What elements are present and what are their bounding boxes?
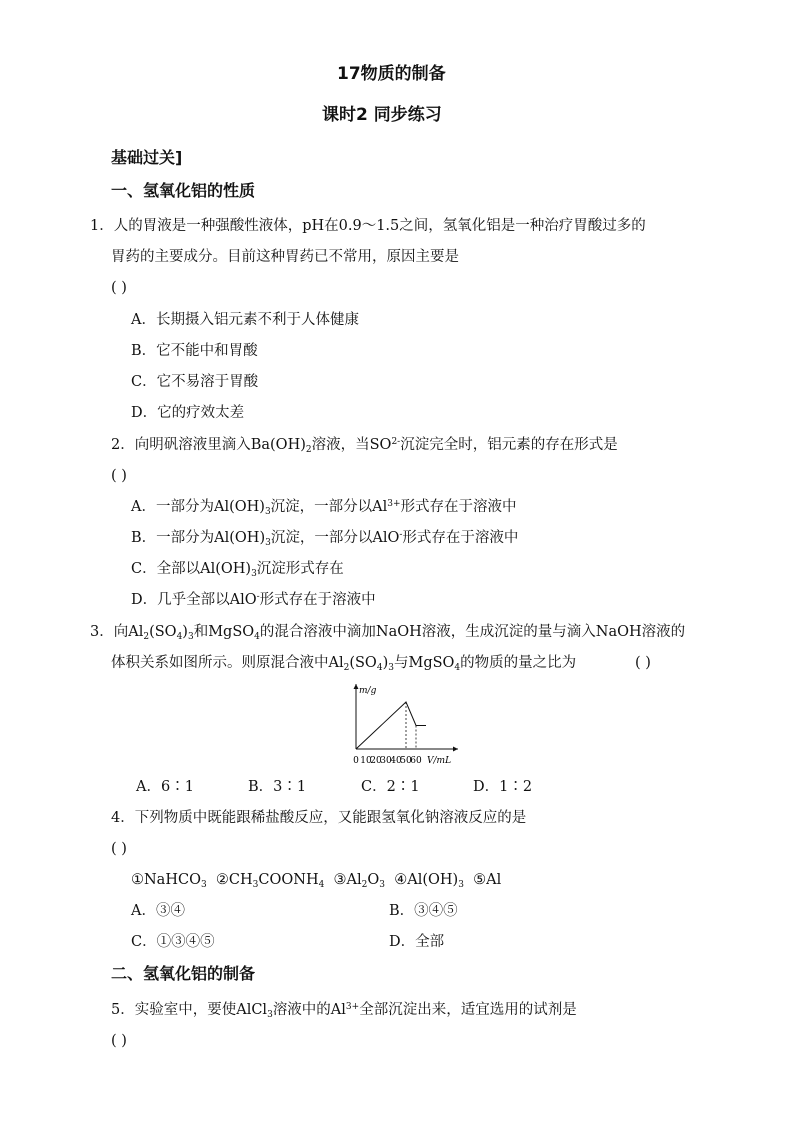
page-subtitle: 课时2 同步练习 [322, 105, 442, 125]
q4-option-c: C．①③④⑤ [131, 934, 215, 950]
q1-option-c: C．它不易溶于胃酸 [131, 374, 259, 390]
x-axis-arrow [453, 747, 458, 752]
q4-paren: ( ) [111, 841, 127, 857]
q2-option-b: B．一部分为$Al(OH)_3$沉淀，一部分以AlO-形式存在于溶液中 [131, 530, 519, 548]
section-heading-1: 一、氢氧化铝的性质 [111, 181, 256, 200]
q4-line1: 4．下列物质中既能跟稀盐酸反应，又能跟氢氧化钠溶液反应的是 [111, 810, 527, 826]
q2-option-d: D．几乎全部以AlO-形式存在于溶液中 [131, 592, 376, 608]
basic-label: 基础过关] [111, 148, 183, 167]
y-axis-label: m/g [359, 686, 377, 696]
q4-option-a: A．③④ [131, 903, 185, 919]
x-tick-label: 30 [380, 756, 392, 766]
q1-paren: ( ) [111, 280, 127, 296]
x-tick-label: 40 [390, 756, 402, 766]
q4-option-b: B．③④⑤ [389, 903, 458, 919]
q1-line2: 胃药的主要成分。目前这种胃药已不常用，原因主要是 [111, 249, 459, 265]
q1-option-b: B．它不能中和胃酸 [131, 343, 258, 359]
q2-paren: ( ) [111, 468, 127, 484]
x-tick-label: 10 [360, 756, 372, 766]
q1-option-a: A．长期摄入铝元素不利于人体健康 [131, 312, 359, 328]
q3-option-c: C．2∶1 [361, 779, 420, 795]
q4-option-d: D．全部 [389, 934, 445, 950]
q2-line1: 2．向明矾溶液里滴入$Ba(OH)_2$溶液，当$SO^{2-}$沉淀完全时，铝元素的存在形式是 [111, 437, 618, 455]
y-axis-arrow [354, 684, 359, 689]
series-line [356, 702, 426, 749]
q2-option-a: A．一部分为$Al(OH)_3$沉淀，一部分以$Al^{3+}$形式存在于溶液中 [131, 499, 517, 517]
q1-line1: 1．人的胃液是一种强酸性液体，pH在0.9～1.5之间，氢氧化铝是一种治疗胃酸过多的 [90, 218, 646, 234]
q5-line1: 5．实验室中，要使AlCl$_3$溶液中的$Al^{3+}$全部沉淀出来，适宜选用的试剂是 [111, 1002, 577, 1020]
section-heading-2: 二、氢氧化铝的制备 [111, 964, 256, 983]
q3-paren: ( ) [635, 655, 651, 671]
x-tick-label: 20 [370, 756, 382, 766]
q5-paren: ( ) [111, 1033, 127, 1049]
q3-option-a: A．6∶1 [136, 779, 194, 795]
q3-option-b: B．3∶1 [248, 779, 307, 795]
q3-line1: 3．向$Al_2(SO_4)_3$和MgSO$_4$的混合溶液中滴加NaOH溶液，生成沉淀的量与滴入NaOH溶液的 [90, 624, 686, 642]
q1-option-d: D．它的疗效太差 [131, 405, 245, 421]
q2-option-c: C．全部以$Al(OH)_3$沉淀形式存在 [131, 561, 344, 579]
x-tick-label: 0 [353, 756, 359, 766]
x-axis-label: V/mL [427, 756, 452, 766]
q4-items: ①NaHCO$_3$ $②CH_3COONH_4$ $③Al_2O_3$ $④Al(OH)_3$ ⑤Al [131, 872, 502, 890]
x-tick-label: 60 [410, 756, 422, 766]
x-tick-label: 50 [400, 756, 412, 766]
page-title: 17物质的制备 [337, 64, 446, 84]
precipitate-volume-chart [340, 678, 490, 770]
q3-option-d: D．1∶2 [473, 779, 533, 795]
q3-line2: 体积关系如图所示。则原混合液中$Al_2(SO_4)_3$与MgSO$_4$的物质的量之比为 [111, 655, 577, 673]
